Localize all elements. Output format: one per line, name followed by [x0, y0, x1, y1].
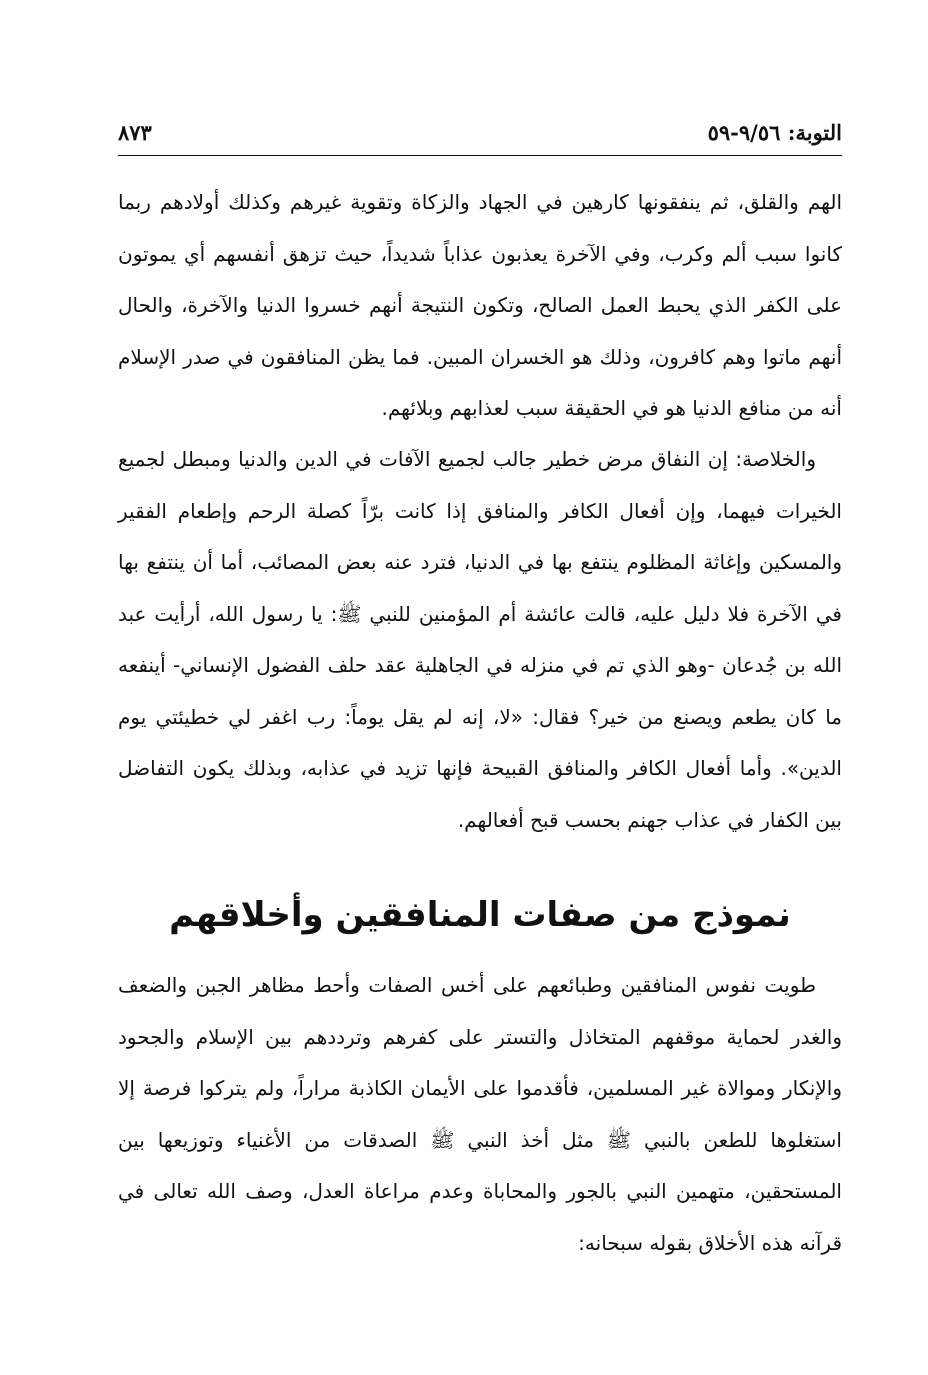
- section-heading: نموذج من صفات المنافقين وأخلاقهم: [169, 895, 791, 935]
- page-number: ٨٧٣: [118, 120, 152, 145]
- chapter-reference: التوبة: ٩/٥٦-٥٩: [707, 120, 842, 145]
- paragraph-section-intro: طويت نفوس المنافقين وطبائعهم على أخس الصفات وأحط مظاهر الجبن والضعف والغدر لحماية موقفهم المتخاذل والتستر على كفرهم وترددهم بين الإسلام والجحود والإنكار وموالاة غير المسلمين، فأقدموا على الأيمان الكاذبة مراراً، ولم يتركوا فرصة إلا استغلوها للطعن بالنبي ﷺ مثل أخذ النبي ﷺ الصدقات من الأغنياء وتوزيعها بين المستحقين، متهمين النبي بالجور والمحاباة وعدم مراعاة العدل، وصف الله تعالى في قرآنه هذه الأخلاق بقوله سبحانه:: [118, 973, 842, 1255]
- page-header: [118, 118, 842, 152]
- header-divider: [118, 155, 842, 156]
- paragraph-summary: والخلاصة: إن النفاق مرض خطير جالب لجميع الآفات في الدين والدنيا ومبطل لجميع الخيرات فيهما، وإن أفعال الكافر والمنافق إذا كانت برّاً كصلة الرحم وإطعام الفقير والمسكين وإغاثة المظلوم ينتفع بها في الدنيا، فترد عنه بعض المصائب، أما أن ينتفع بها في الآخرة فلا دليل عليه، قالت عائشة أم المؤمنين للنبي ﷺ: يا رسول الله، أرأيت عبد الله بن جُدعان -وهو الذي تم في منزله في الجاهلية عقد حلف الفضول الإنساني- أينفعه ما كان يطعم ويصنع من خير؟ فقال: «لا، إنه لم يقل يوماً: رب اغفر لي خطيئتي يوم الدين». وأما أفعال الكافر والمنافق القبيحة فإنها تزيد في عذابه، وبذلك يكون التفاضل بين الكفار في عذاب جهنم بحسب قبح أفعالهم.: [118, 447, 842, 832]
- paragraph-continuation: الهم والقلق، ثم ينفقونها كارهين في الجهاد والزكاة وتقوية غيرهم وكذلك أولادهم ربما كانوا سبب ألم وكرب، وفي الآخرة يعذبون عذاباً شديداً، حيث تزهق أنفسهم أي يموتون على الكفر الذي يحبط العمل الصالح، وتكون النتيجة أنهم خسروا الدنيا والآخرة، والحال أنهم ماتوا وهم كافرون، وذلك هو الخسران المبين. فما يظن المنافقون في صدر الإسلام أنه من منافع الدنيا هو في الحقيقة سبب لعذابهم وبلائهم.: [118, 190, 842, 420]
